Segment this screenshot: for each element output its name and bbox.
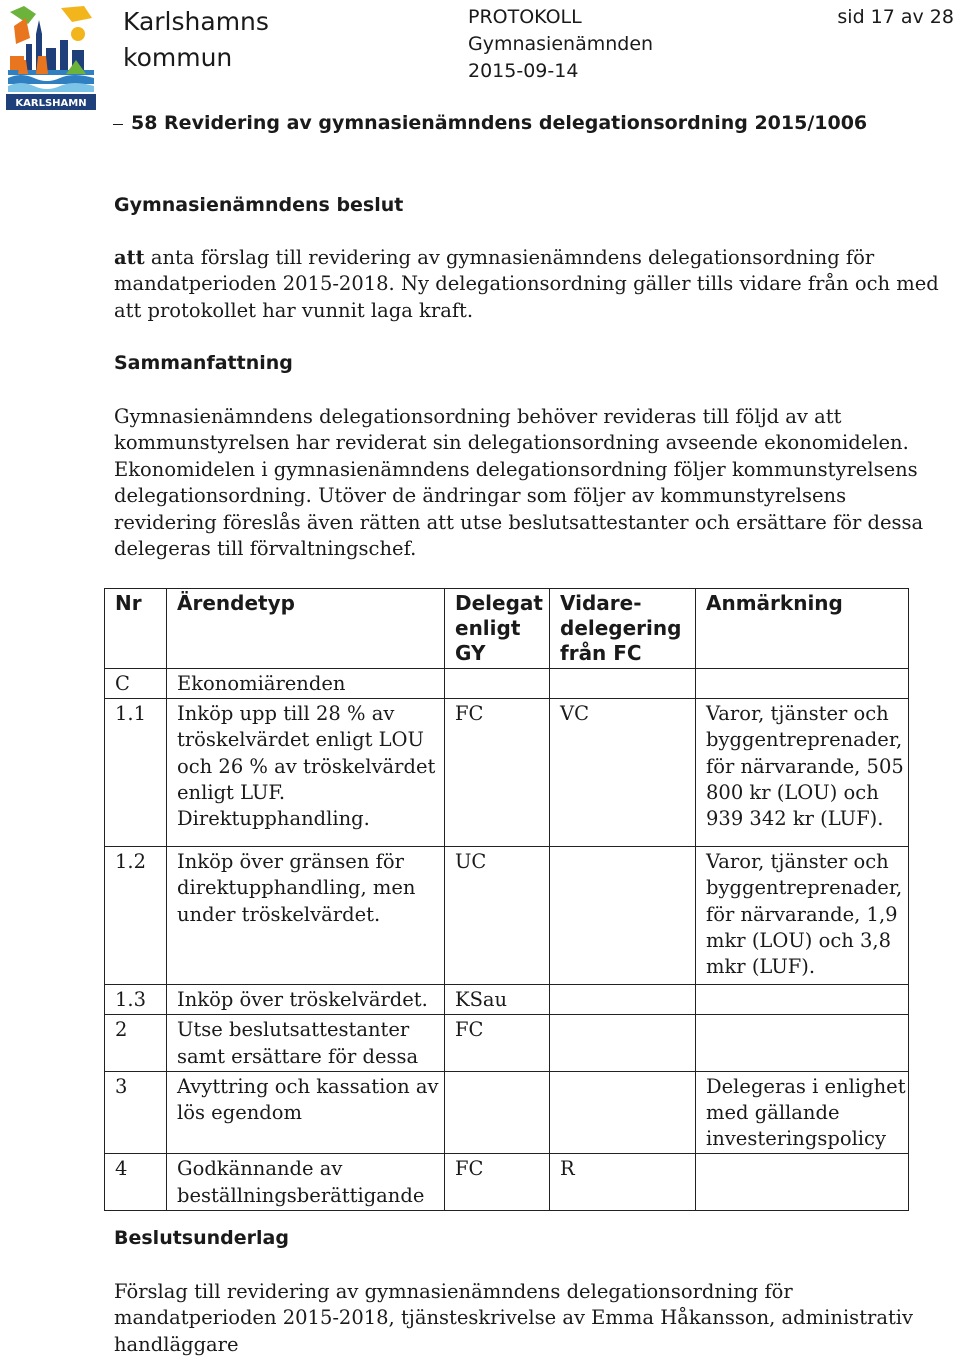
col-header-type: Ärendetyp	[167, 589, 445, 669]
karlshamn-logo	[6, 4, 96, 110]
cell-remark: Varor, tjänster och byggentreprenader, för närvarande, 505 800 kr (LOU) och 939 342 kr (LUF).	[696, 699, 909, 847]
summary-text: Gymnasienämndens delegationsordning behöver revideras till följd av att kommunstyrelsen har reviderat sin delegationsordning avseende ekonomidelen. Ekonomidelen i gymnasienämndens delegationsordning följer kommunstyrelsens delegationsordning. Utöver de ändringar som följer av kommunstyrelsens revidering föreslås även rätten att utse beslutsattestanter och ersättare för dessa delegeras till förvaltningschef.	[114, 405, 924, 561]
page-number: sid 17 av 28	[837, 6, 954, 28]
basis-heading: Beslutsunderlag	[114, 1227, 289, 1249]
org-line-1: Karlshamns	[123, 7, 269, 36]
cell-remark	[696, 669, 909, 699]
cell-nr: 1.2	[105, 847, 167, 985]
organization-name	[123, 4, 269, 76]
cell-type: Inköp upp till 28 % av tröskelvärdet enligt LOU och 26 % av tröskelvärdet enligt LUF. Direktupphandling.	[167, 699, 445, 847]
table-row	[105, 699, 909, 847]
cell-delegate: KSau	[445, 985, 550, 1015]
meeting-date: 2015-09-14	[468, 60, 579, 82]
cell-nr: 3	[105, 1071, 167, 1154]
cell-type: Ekonomiärenden	[167, 669, 445, 699]
table-row	[105, 847, 909, 985]
cell-delegate	[445, 669, 550, 699]
city-crest-icon	[6, 4, 96, 110]
logo-wordmark: KARLSHAMN	[15, 98, 87, 109]
cell-delegate: UC	[445, 847, 550, 985]
protocol-block	[468, 4, 653, 85]
cell-remark: Delegeras i enlighet med gällande investeringspolicy	[696, 1071, 909, 1154]
section-marker-icon	[113, 124, 123, 126]
cell-type: Inköp över gränsen för direktupphandling, men under tröskelvärdet.	[167, 847, 445, 985]
cell-delegate: FC	[445, 1154, 550, 1210]
cell-type: Inköp över tröskelvärdet.	[167, 985, 445, 1015]
cell-further	[550, 1015, 696, 1071]
cell-further	[550, 847, 696, 985]
col-header-remark: Anmärkning	[696, 589, 909, 669]
cell-further	[550, 985, 696, 1015]
cell-nr: 2	[105, 1015, 167, 1071]
cell-delegate	[445, 1071, 550, 1154]
committee-name: Gymnasienämnden	[468, 33, 654, 55]
item-title	[113, 112, 867, 134]
col-header-nr: Nr	[105, 589, 167, 669]
table-row	[105, 1015, 909, 1071]
table-row	[105, 669, 909, 699]
org-line-2: kommun	[123, 43, 233, 72]
cell-further: R	[550, 1154, 696, 1210]
decision-att: att	[114, 246, 145, 269]
cell-nr: 1.3	[105, 985, 167, 1015]
basis-text: Förslag till revidering av gymnasienämndens delegationsordning för mandatperioden 2015-2018, tjänsteskrivelse av Emma Håkansson, administrativ handläggare	[114, 1280, 914, 1356]
cell-remark	[696, 985, 909, 1015]
cell-remark	[696, 1015, 909, 1071]
decision-body: anta förslag till revidering av gymnasienämndens delegationsordning för mandatperioden 2015-2018. Ny delegationsordning gäller tills vidare från och med att protokollet har vunnit laga kraft.	[114, 246, 939, 322]
col-header-further: Vidare-delegering från FC	[550, 589, 696, 669]
cell-nr: 4	[105, 1154, 167, 1210]
table-row	[105, 1154, 909, 1210]
summary-heading: Sammanfattning	[114, 352, 293, 374]
decision-text	[114, 245, 944, 324]
cell-remark: Varor, tjänster och byggentreprenader, för närvarande, 1,9 mkr (LOU) och 3,8 mkr (LUF).	[696, 847, 909, 985]
table-header-row	[105, 589, 909, 669]
document-type: PROTOKOLL	[468, 6, 582, 28]
cell-further: VC	[550, 699, 696, 847]
cell-further	[550, 669, 696, 699]
cell-delegate: FC	[445, 1015, 550, 1071]
delegation-table	[104, 588, 909, 1211]
cell-nr: C	[105, 669, 167, 699]
cell-delegate: FC	[445, 699, 550, 847]
cell-further	[550, 1071, 696, 1154]
col-header-delegate: Delegat enligt GY	[445, 589, 550, 669]
cell-type: Avyttring och kassation av lös egendom	[167, 1071, 445, 1154]
cell-nr: 1.1	[105, 699, 167, 847]
item-title-text: 58 Revidering av gymnasienämndens delegationsordning 2015/1006	[131, 112, 868, 134]
table-row	[105, 1071, 909, 1154]
decision-heading: Gymnasienämndens beslut	[114, 194, 404, 216]
cell-type: Godkännande av beställningsberättigande	[167, 1154, 445, 1210]
cell-type: Utse beslutsattestanter samt ersättare för dessa	[167, 1015, 445, 1071]
table-row	[105, 985, 909, 1015]
cell-remark	[696, 1154, 909, 1210]
